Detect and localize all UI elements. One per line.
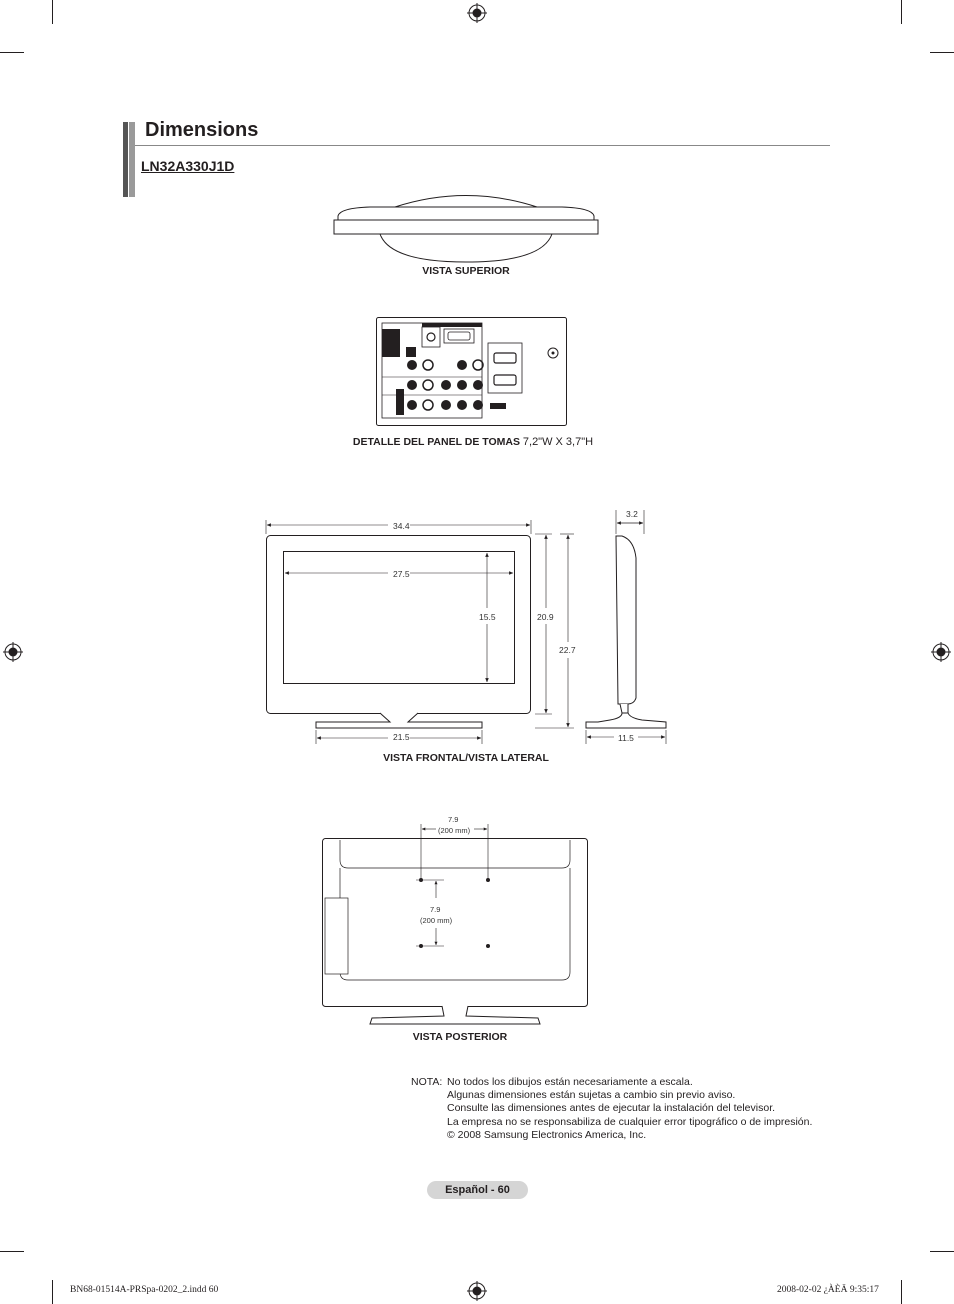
- dim-overall-width: 34.4: [393, 521, 410, 531]
- dim-vesa-vertical: 7.9: [430, 905, 441, 914]
- front-side-caption: VISTA FRONTAL/VISTA LATERAL: [383, 752, 549, 764]
- crop-mark: [930, 52, 954, 53]
- model-number: LN32A330J1D: [141, 158, 235, 174]
- connection-panel-drawing: [376, 317, 568, 427]
- dim-screen-width: 27.5: [393, 569, 410, 579]
- note-line: La empresa no se responsabiliza de cualquier error tipográfico o de impresión.: [447, 1115, 813, 1128]
- front-side-view-drawing: [260, 508, 680, 748]
- crop-mark: [52, 0, 53, 24]
- registration-mark-icon: [931, 642, 951, 662]
- rear-view-drawing: [318, 820, 594, 1030]
- panel-caption-label: DETALLE DEL PANEL DE TOMAS: [352, 436, 520, 448]
- crop-mark: [901, 0, 902, 24]
- dim-stand-width: 21.5: [393, 732, 410, 742]
- page-title: Dimensions: [145, 119, 259, 141]
- dim-total-height: 22.7: [559, 645, 576, 655]
- dim-vesa-horizontal: 7.9: [448, 815, 459, 824]
- note-prefix: NOTA:: [411, 1076, 443, 1088]
- panel-caption-size: 7,2"W X 3,7"H: [522, 436, 594, 448]
- note-line: © 2008 Samsung Electronics America, Inc.: [447, 1128, 647, 1141]
- note-line: No todos los dibujos están necesariamente a escala.: [447, 1076, 693, 1088]
- crop-mark: [0, 52, 24, 53]
- dim-vesa-horizontal-mm: (200 mm): [438, 826, 471, 835]
- registration-mark-icon: [3, 642, 23, 662]
- timestamp-slug: 2008-02-02 ¿ÀÈÄ 9:35:17: [777, 1285, 879, 1295]
- crop-mark: [901, 1280, 902, 1304]
- registration-mark-icon: [467, 1281, 487, 1301]
- file-slug: BN68-01514A-PRSpa-0202_2.indd 60: [70, 1285, 219, 1295]
- crop-mark: [0, 1251, 24, 1252]
- dim-depth: 3.2: [626, 509, 638, 519]
- note-list: [447, 1076, 812, 1142]
- title-rule: [135, 145, 830, 146]
- dim-body-height: 20.9: [537, 612, 554, 622]
- section-bar: [123, 122, 128, 197]
- crop-mark: [930, 1251, 954, 1252]
- top-view-caption: VISTA SUPERIOR: [422, 265, 510, 277]
- top-view-drawing: [330, 192, 602, 264]
- registration-mark-icon: [467, 3, 487, 23]
- rear-view-caption: VISTA POSTERIOR: [412, 1031, 508, 1043]
- note-line: Algunas dimensiones están sujetas a cambio sin previo aviso.: [447, 1089, 736, 1102]
- section-bar-light: [129, 122, 135, 197]
- page-number: Español - 60: [427, 1181, 528, 1199]
- panel-caption: [300, 436, 646, 448]
- dim-stand-depth: 11.5: [618, 733, 634, 743]
- dim-screen-height: 15.5: [479, 612, 496, 622]
- note-line: Consulte las dimensiones antes de ejecutar la instalación del televisor.: [447, 1102, 776, 1115]
- crop-mark: [52, 1280, 53, 1304]
- dim-vesa-vertical-mm: (200 mm): [420, 916, 453, 925]
